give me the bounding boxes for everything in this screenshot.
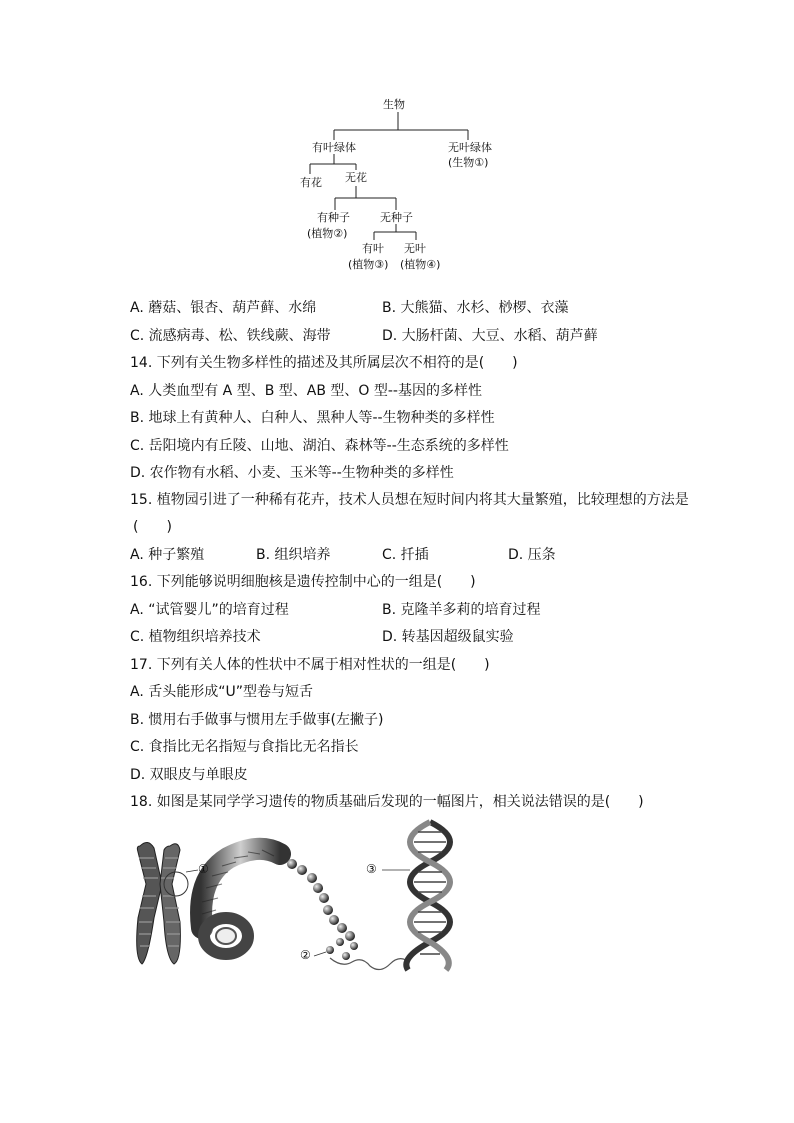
tree-node-no-leaf: 无叶	[404, 242, 426, 255]
q13-option-a: A. 蘑菇、银杏、葫芦藓、水绵	[130, 300, 317, 316]
tree-node-no-chlorophyll: 无叶绿体	[448, 141, 492, 154]
q17-stem: 17. 下列有关人体的性状中不属于相对性状的一组是( )	[130, 657, 490, 673]
q15-option-a: A. 种子繁殖	[130, 547, 205, 563]
q15-stem-line1: 15. 植物园引进了一种稀有花卉，技术人员想在短时间内将其大量繁殖，比较理想的方法是	[130, 492, 689, 508]
q15-option-d: D. 压条	[508, 547, 556, 563]
dna-double-helix	[406, 822, 450, 970]
classification-tree-diagram	[290, 90, 520, 280]
q15-stem-line2: ( )	[133, 519, 172, 535]
illustration-label-3: ③	[366, 862, 377, 876]
chromosome-dna-illustration	[130, 818, 470, 978]
q17-option-d: D. 双眼皮与单眼皮	[130, 767, 248, 783]
q16-option-d: D. 转基因超级鼠实验	[382, 629, 514, 645]
q16-option-c: C. 植物组织培养技术	[130, 629, 261, 645]
q15-option-b: B. 组织培养	[256, 547, 331, 563]
tree-node-leaf: 有叶	[362, 242, 384, 255]
q13-option-c: C. 流感病毒、松、铁线蕨、海带	[130, 328, 331, 344]
tree-node-seed: 有种子	[317, 211, 350, 224]
q14-stem: 14. 下列有关生物多样性的描述及其所属层次不相符的是( )	[130, 355, 518, 371]
dna-linker-strand	[330, 958, 406, 970]
tree-node-root: 生物	[383, 98, 405, 111]
tree-node-chlorophyll: 有叶绿体	[312, 141, 356, 154]
illustration-label-1: ①	[198, 862, 209, 876]
q17-option-a: A. 舌头能形成“U”型卷与短舌	[130, 684, 313, 700]
chromosome-shape	[137, 842, 188, 964]
q14-option-c: C. 岳阳境内有丘陵、山地、湖泊、森林等--生态系统的多样性	[130, 438, 509, 454]
q16-option-a: A. “试管婴儿”的培育过程	[130, 602, 289, 618]
q16-option-b: B. 克隆羊多莉的培育过程	[382, 602, 541, 618]
tree-node-organism-1: (生物①)	[448, 156, 489, 169]
tree-node-plant-2: (植物②)	[307, 227, 348, 240]
tree-node-no-flower: 无花	[345, 171, 367, 184]
nucleosome-beads	[287, 859, 358, 960]
tree-node-plant-4: (植物④)	[400, 258, 441, 271]
q14-option-a: A. 人类血型有 A 型、B 型、AB 型、O 型--基因的多样性	[130, 383, 482, 399]
q17-option-c: C. 食指比无名指短与食指比无名指长	[130, 739, 359, 755]
tree-node-plant-3: (植物③)	[348, 258, 389, 271]
tree-node-flower: 有花	[300, 176, 322, 189]
q15-option-c: C. 扦插	[382, 547, 429, 563]
q13-option-d: D. 大肠杆菌、大豆、水稻、葫芦藓	[382, 328, 598, 344]
illustration-label-2: ②	[300, 948, 311, 962]
tree-node-no-seed: 无种子	[380, 211, 413, 224]
q18-stem: 18. 如图是某同学学习遗传的物质基础后发现的一幅图片，相关说法错误的是( )	[130, 794, 644, 810]
coiled-chromatin-fiber	[201, 849, 280, 954]
q14-option-d: D. 农作物有水稻、小麦、玉米等--生物种类的多样性	[130, 465, 454, 481]
q14-option-b: B. 地球上有黄种人、白种人、黑种人等--生物种类的多样性	[130, 410, 495, 426]
q16-stem: 16. 下列能够说明细胞核是遗传控制中心的一组是( )	[130, 574, 476, 590]
q13-option-b: B. 大熊猫、水杉、桫椤、衣藻	[382, 300, 569, 316]
q17-option-b: B. 惯用右手做事与惯用左手做事(左撇子)	[130, 712, 384, 728]
